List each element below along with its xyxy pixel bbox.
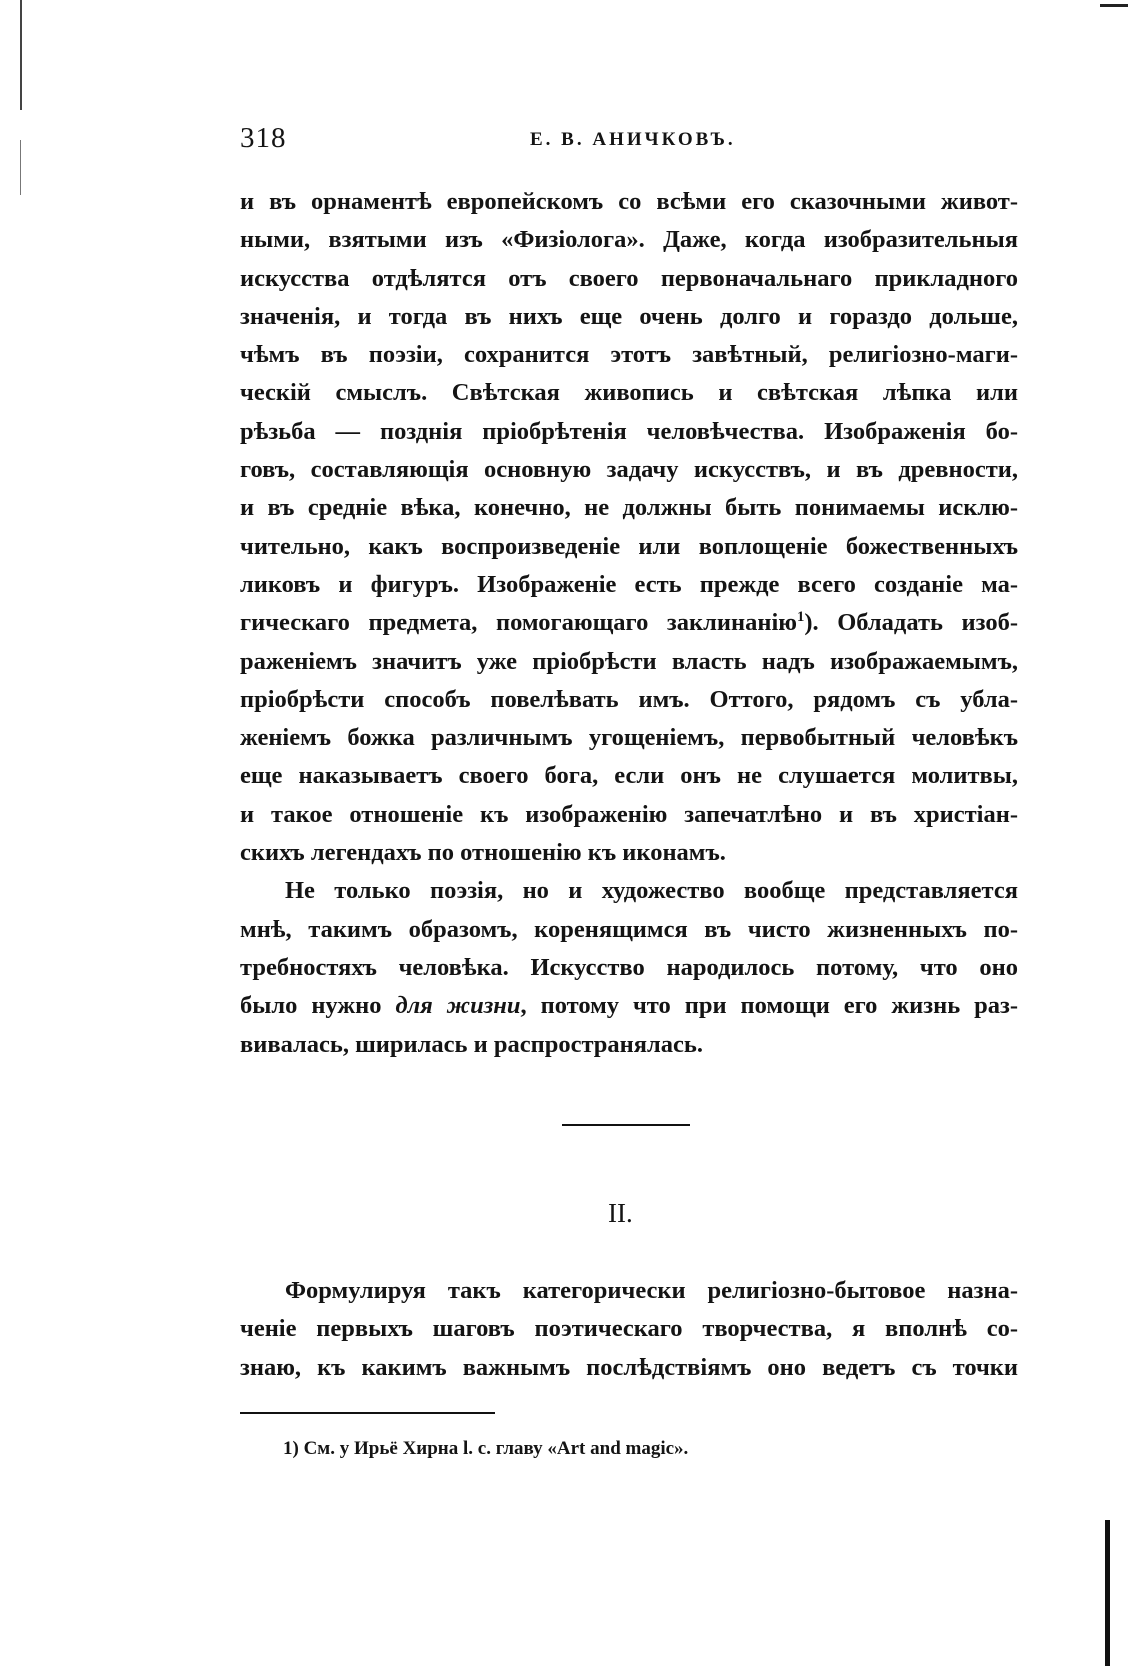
footnote: 1) См. у Ирьё Хирна l. c. главу «Art and magic».: [283, 1438, 689, 1459]
text-line: вивалась, ширилась и распространялась.: [240, 1030, 703, 1058]
text-line-with-footnote-ref: [240, 604, 1018, 642]
text-line: женіемъ божка различнымъ угощеніемъ, первобытный человѣкъ: [240, 724, 1018, 752]
paragraph-1: [240, 183, 1018, 872]
text-line: ченіе первыхъ шаговъ поэтическаго творчества, я вполнѣ со-: [240, 1315, 1018, 1343]
scan-artifact-left-edge: [20, 0, 22, 110]
text-line: еще наказываетъ своего бога, если онъ не слушается молитвы,: [240, 762, 1018, 790]
text-line-with-emphasis: [240, 987, 1018, 1025]
section-heading: II.: [608, 1198, 633, 1228]
text-line: рѣзьба — позднія пріобрѣтенія человѣчества. Изображенія бо-: [240, 417, 1018, 445]
text-line: ческій смыслъ. Свѣтская живопись и свѣтская лѣпка или: [240, 379, 1018, 407]
text-line: пріобрѣсти способъ повелѣвать имъ. Оттого, рядомъ съ убла-: [240, 685, 1018, 713]
text-fragment: гическаго предмета, помогающаго заклинанію: [240, 609, 798, 637]
text-line: раженіемъ значитъ уже пріобрѣсти власть надъ изображаемымъ,: [240, 647, 1018, 675]
text-line: чѣмъ въ поэзіи, сохранится этотъ завѣтный, религіозно-маги-: [240, 341, 1018, 369]
page-number: 318: [240, 122, 287, 154]
text-fragment: , потому что при помощи его жизнь раз-: [520, 992, 1018, 1020]
emphasis-text: для жизни: [395, 992, 521, 1020]
text-fragment: было нужно: [240, 992, 396, 1020]
page-header: [240, 122, 1018, 162]
text-fragment: ). Обладать изоб-: [804, 609, 1018, 637]
paragraph-2: [240, 872, 1018, 1063]
text-line: мнѣ, такимъ образомъ, коренящимся въ чисто жизненныхъ по-: [240, 915, 1018, 943]
text-line: ликовъ и фигуръ. Изображеніе есть прежде всего созданіе ма-: [240, 570, 1018, 598]
text-line: и въ орнаментѣ европейскомъ со всѣми его сказочными живот-: [240, 188, 1018, 215]
paragraph-3: [240, 1272, 1018, 1387]
text-line: требностяхъ человѣка. Искусство народилось потому, что оно: [240, 953, 1018, 981]
section-text: [240, 1272, 1018, 1387]
scan-artifact-corner: [1100, 4, 1128, 7]
running-head: Е. В. АНИЧКОВЪ.: [530, 129, 736, 150]
text-line: Формулируя такъ категорически религіозно-бытовое назна-: [285, 1277, 1018, 1304]
main-text: [240, 183, 1018, 1064]
text-line: говъ, составляющія основную задачу искусствъ, и въ древности,: [240, 456, 1018, 484]
text-line: значенія, и тогда въ нихъ еще очень долго и гораздо дольше,: [240, 302, 1018, 330]
text-line: ными, взятыми изъ «Физіолога». Даже, когда изобразительныя: [240, 226, 1018, 254]
text-line: и такое отношеніе къ изображенію запечатлѣно и въ христіан-: [240, 800, 1018, 828]
section-divider-rule: [562, 1124, 690, 1126]
text-line: и въ средніе вѣка, конечно, не должны быть понимаемы исклю-: [240, 494, 1018, 522]
footnote-separator-rule: [240, 1412, 495, 1414]
text-line: чительно, какъ воспроизведеніе или воплощеніе божественныхъ: [240, 532, 1018, 560]
text-line: искусства отдѣлятся отъ своего первоначальнаго прикладного: [240, 264, 1018, 292]
text-line: Не только поэзія, но и художество вообще представляется: [285, 877, 1018, 905]
scan-artifact-left-edge-lower: [20, 140, 21, 195]
text-line: скихъ легендахъ по отношенію къ иконамъ.: [240, 839, 726, 867]
footnote-reference[interactable]: 1: [797, 609, 805, 626]
text-line: знаю, къ какимъ важнымъ послѣдствіямъ оно ведетъ съ точки: [240, 1353, 1018, 1381]
scan-artifact-right-edge: [1105, 1520, 1110, 1666]
